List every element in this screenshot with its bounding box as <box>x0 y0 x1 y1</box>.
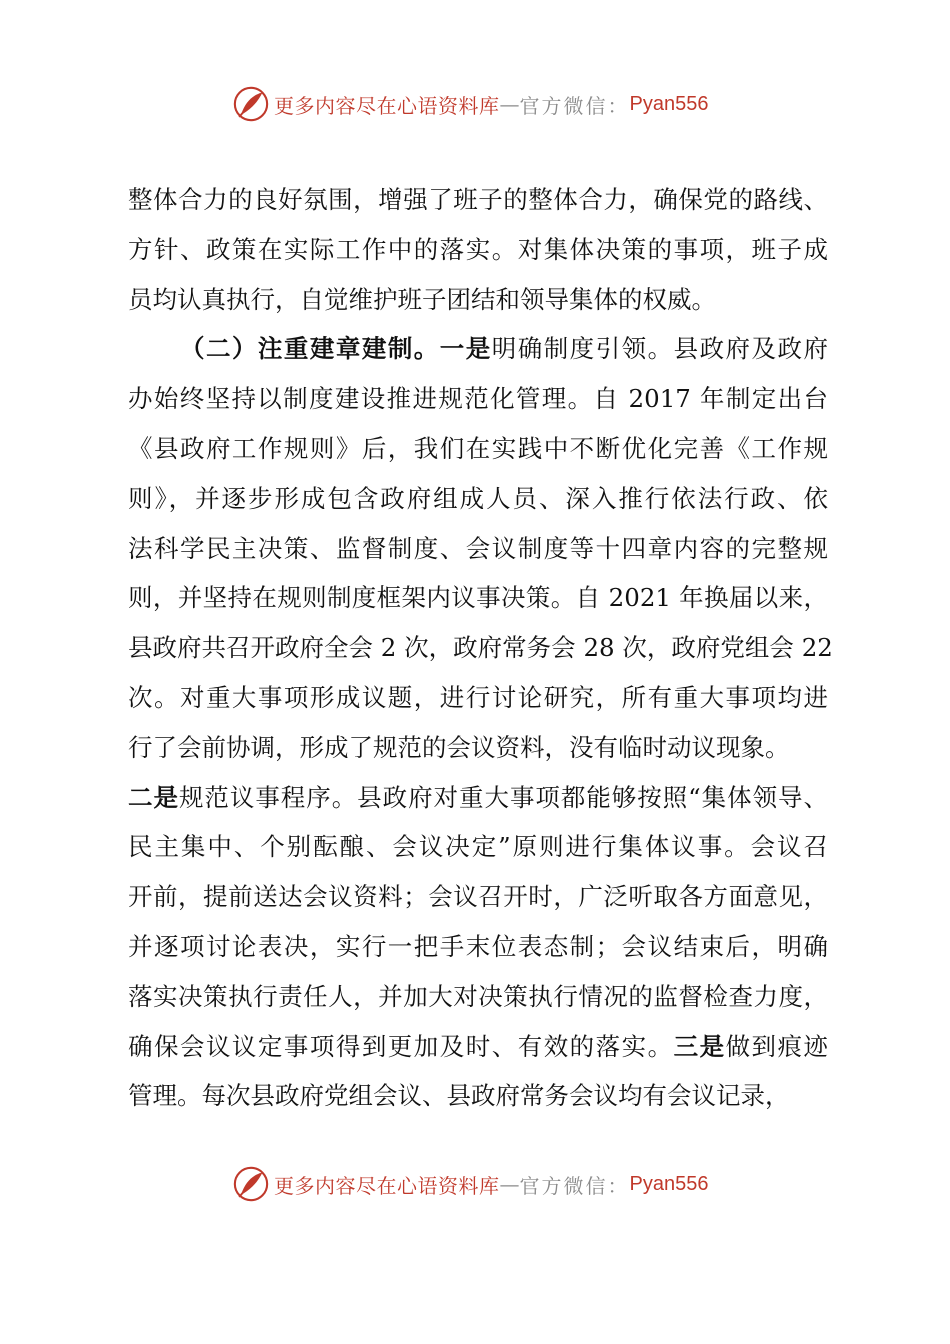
text-segment: 员均认真执行，自觉维护班子团结和领导集体的权威。 <box>128 284 716 314</box>
text-line <box>128 275 828 325</box>
text-segment: 明确制度引领。县政府及政府 <box>491 334 828 364</box>
banner-wechat-id: Pyan556 <box>629 1172 709 1195</box>
text-line <box>128 1071 828 1121</box>
text-segment: 则》，并逐步形成包含政府组成人员、深入推行依法行政、依 <box>128 483 828 513</box>
bold-heading-segment: 三是 <box>673 1031 726 1061</box>
text-line <box>128 623 833 673</box>
text-line <box>128 225 828 275</box>
text-line <box>128 723 828 773</box>
text-line <box>128 972 828 1022</box>
text-segment: 法科学民主决策、监督制度、会议制度等十四章内容的完整规 <box>128 533 828 563</box>
quill-logo-icon <box>232 85 270 123</box>
footer-watermark-banner <box>232 1164 708 1204</box>
text-line <box>128 1022 828 1072</box>
text-segment: 《县政府工作规则》后，我们在实践中不断优化完善《工作规 <box>128 433 828 463</box>
bold-heading-segment: （二）注重建章建制。一是 <box>180 334 492 364</box>
text-line <box>128 374 828 424</box>
text-segment: 规范议事程序。县政府对重大事项都能够按照“集体领导、 <box>178 782 829 812</box>
text-segment: 次。对重大事项形成议题，进行讨论研究，所有重大事项均进 <box>128 682 828 712</box>
text-segment: 并逐项讨论表决，实行一把手末位表态制；会议结束后，明确 <box>128 931 828 961</box>
text-segment: 则，并坚持在规则制度框架内议事决策。自 2021 年换届以来， <box>128 583 828 613</box>
text-line <box>128 573 828 623</box>
text-segment: 县政府共召开政府全会 2 次，政府常务会 28 次，政府党组会 22 <box>128 633 833 663</box>
text-line <box>128 673 828 723</box>
text-line <box>128 175 828 225</box>
text-segment: 确保会议议定事项得到更加及时、有效的落实。 <box>128 1031 674 1061</box>
banner-lead-text: 更多内容尽在心语资料库 <box>274 93 500 118</box>
text-segment: 开前，提前送达会议资料；会议召开时，广泛听取各方面意见， <box>128 882 828 912</box>
banner-wechat-id: Pyan556 <box>629 92 709 115</box>
banner-dash: — <box>499 1172 520 1196</box>
text-line <box>128 474 828 524</box>
text-line <box>128 424 828 474</box>
header-watermark-banner <box>232 84 708 124</box>
banner-wechat-label: 官方微信： <box>519 93 630 118</box>
text-line <box>128 324 828 374</box>
document-body <box>128 175 833 1121</box>
banner-dash: — <box>499 92 520 116</box>
text-segment: 整体合力的良好氛围，增强了班子的整体合力，确保党的路线、 <box>128 185 828 214</box>
banner-lead-text: 更多内容尽在心语资料库 <box>274 1173 500 1198</box>
text-segment: 民主集中、个别酝酿、会议决定”原则进行集体议事。会议召 <box>128 832 828 862</box>
banner-wechat-label: 官方微信： <box>519 1173 630 1198</box>
text-line <box>128 922 828 972</box>
text-line <box>128 822 828 872</box>
text-segment: 行了会前协调，形成了规范的会议资料，没有临时动议现象。 <box>128 732 790 762</box>
text-segment: 方针、政策在实际工作中的落实。对集体决策的事项，班子成 <box>128 234 828 264</box>
text-segment: 管理。每次县政府党组会议、县政府常务会议均有会议记录， <box>128 1081 790 1111</box>
text-line <box>128 872 828 922</box>
text-segment: 落实决策执行责任人，并加大对决策执行情况的监督检查力度， <box>128 981 828 1011</box>
bold-heading-segment: 二是 <box>128 782 179 812</box>
text-line <box>128 773 828 823</box>
text-segment: 做到痕迹 <box>725 1031 829 1061</box>
text-segment: 办始终坚持以制度建设推进规范化管理。自 2017 年制定出台 <box>128 384 828 414</box>
quill-logo-icon <box>232 1165 270 1203</box>
text-line <box>128 524 828 574</box>
